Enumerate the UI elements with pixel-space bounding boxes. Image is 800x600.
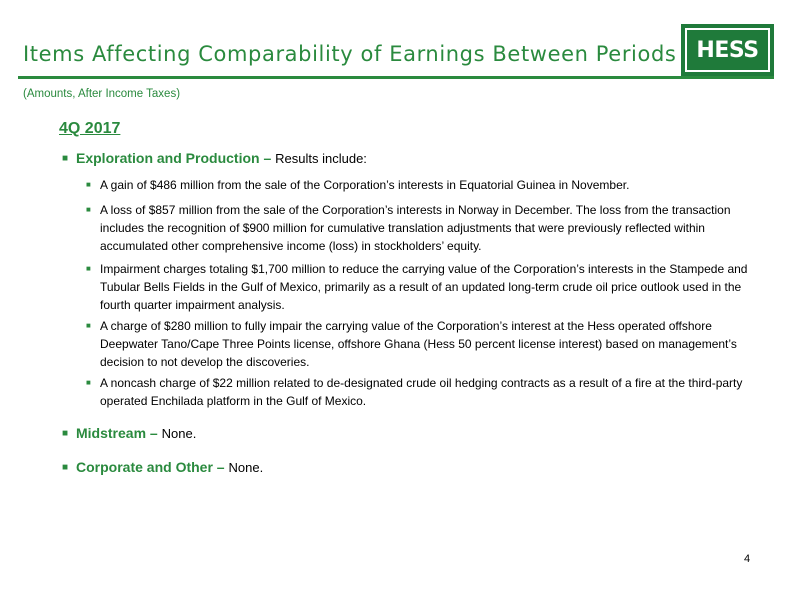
exploration-label: Exploration and Production (76, 150, 260, 166)
sub-bullet-text: A noncash charge of $22 million related to de-designated crude oil hedging contracts as a result of a fire at the third-party operated Enchilada platform in the Gulf of Mexico. (100, 376, 743, 408)
bullet-corporate (62, 459, 263, 475)
slide-title: Items Affecting Comparability of Earnings Between Periods (23, 42, 677, 66)
sub-bullet-text: A gain of $486 million from the sale of the Corporation’s interests in Equatorial Guinea in November. (100, 178, 630, 192)
sub-bullet-3 (86, 260, 756, 314)
square-bullet-icon: ■ (62, 428, 69, 439)
hess-logo (681, 24, 774, 76)
midstream-rest: None. (161, 426, 197, 441)
corporate-dash: – (212, 459, 229, 475)
square-bullet-icon: ■ (86, 264, 91, 273)
exploration-dash: – (259, 150, 276, 166)
sub-bullet-text: A loss of $857 million from the sale of the Corporation’s interests in Norway in December. The loss from the transaction includes the recognition of $900 million for cumulative translation adjustments that were previously reflected within accumulated other comprehensive income (loss) in stockholders’ equity. (100, 203, 731, 253)
square-bullet-icon: ■ (62, 462, 69, 473)
sub-bullet-1 (86, 176, 756, 194)
square-bullet-icon: ■ (62, 153, 69, 164)
sub-bullet-text: A charge of $280 million to fully impair the carrying value of the Corporation’s interest at the Hess operated offshore Deepwater Tano/Cape Three Points license, offshore Ghana (Hess 50 percent license interest) based on management’s decision to not develop the discoveries. (100, 319, 737, 369)
square-bullet-icon: ■ (86, 321, 91, 330)
corporate-label: Corporate and Other (76, 459, 213, 475)
sub-bullet-2 (86, 201, 756, 255)
bullet-exploration (62, 150, 367, 166)
amounts-subtitle: (Amounts, After Income Taxes) (23, 88, 181, 100)
page-number: 4 (744, 553, 751, 565)
midstream-label: Midstream (76, 425, 147, 441)
sub-bullet-4 (86, 317, 756, 371)
sub-bullet-5 (86, 374, 756, 410)
midstream-dash: – (146, 425, 162, 441)
square-bullet-icon: ■ (86, 205, 91, 214)
square-bullet-icon: ■ (86, 378, 91, 387)
period-heading: 4Q 2017 (59, 120, 121, 137)
bullet-midstream (62, 425, 196, 441)
exploration-rest: Results include: (275, 151, 367, 166)
corporate-rest: None. (228, 460, 264, 475)
hess-logo-text: HESS (685, 28, 770, 72)
square-bullet-icon: ■ (86, 180, 91, 189)
title-divider (18, 76, 774, 79)
sub-bullet-text: Impairment charges totaling $1,700 million to reduce the carrying value of the Corporation’s interests in the Stampede and Tubular Bells Fields in the Gulf of Mexico, primarily as a result of an updated long-term crude oil price outlook used in the fourth quarter impairment analysis. (100, 262, 748, 312)
